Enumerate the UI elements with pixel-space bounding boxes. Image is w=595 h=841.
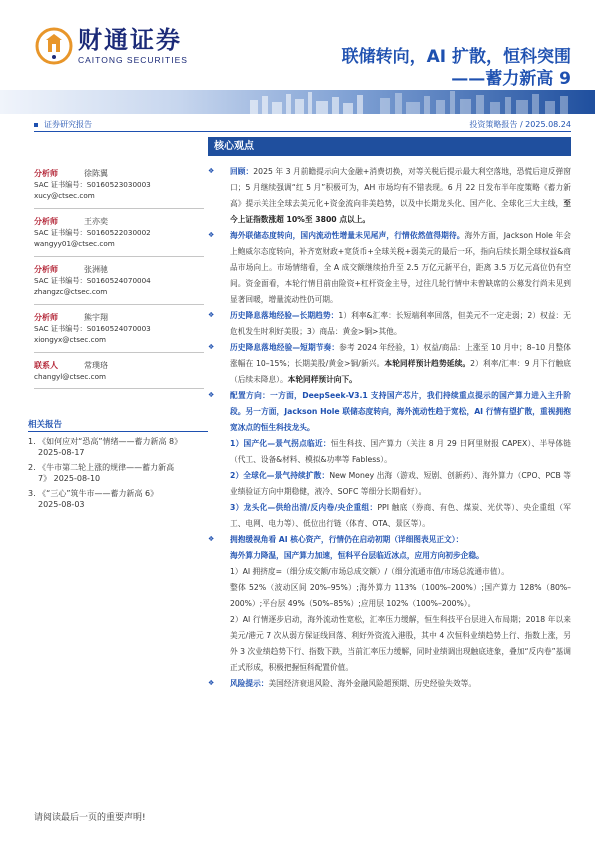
- allocation-leaders: 3）龙头化—供给出清/反内卷/央企重组：PPI 触底（券商、有色、煤炭、光伏等）、央企重组（军工、电网、电力等）、低位出行链（体育、OTA、景区等）。: [230, 503, 571, 528]
- paragraph-short-term: ❖ 历史降息落地经验—短期节奏：参考 2024 年经验，1）权益/商品：上涨至 10 月中；8–10 月整体涨幅在 10–15%；长期美股/黄金>铜/新兴。本轮同样预计趋势延续。2）利率/汇率：9 月下行触底（后续未降息）。本轮同样预计向下。: [208, 343, 571, 384]
- skyline-banner: [0, 90, 595, 114]
- diamond-bullet-icon: ❖: [208, 679, 215, 687]
- square-bullet-icon: [34, 123, 38, 127]
- caitong-logo-icon: [34, 26, 74, 66]
- contact-card: 联系人 常璞珞 changyl@ctsec.com: [34, 360, 204, 382]
- core-views-title: 核心观点: [208, 137, 571, 156]
- allocation-globalization: 2）全球化—景气持续扩散：New Money 出海（游戏、短剧、创新药）、海外算力（CPO、PCB 等业绩验证方向中期稳健，液冷、SOFC 等细分长期看好）。: [230, 471, 571, 496]
- analyst-card: 分析师 王亦奕 SAC 证书编号：S0160522030002 wangyy01@ctsec.com: [34, 216, 204, 249]
- ai-crowding-values: 整体 52%（波动区间 20%–95%）;海外算力 113%（100%–200%）;国产算力 128%（80%–200%）;平台层 49%（50%–85%）;应用层 102%（100%–200%）。: [230, 583, 571, 608]
- related-reports-title: 相关报告: [28, 420, 63, 430]
- contact-email[interactable]: changyl@ctsec.com: [34, 372, 106, 381]
- paragraph-risk: ❖ 风险提示：美国经济衰退风险、海外金融风险超预期、历史经验失效等。: [208, 679, 477, 688]
- diamond-bullet-icon: ❖: [208, 535, 215, 543]
- report-type: 证券研究报告: [34, 119, 92, 130]
- related-divider: [28, 431, 208, 432]
- analyst-email[interactable]: xucy@ctsec.com: [34, 191, 95, 200]
- diamond-bullet-icon: ❖: [208, 311, 215, 319]
- diamond-bullet-icon: ❖: [208, 231, 215, 239]
- analyst-email[interactable]: wangyy01@ctsec.com: [34, 239, 115, 248]
- disclaimer-footer: 请阅读最后一页的重要声明!: [34, 813, 146, 823]
- paragraph-review: ❖ 回顾：2025 年 3 月前瞻提示向大金融+消费切换，对等关税后提示最大利空落地，恐慌后迎反弹窗口；5 月继续强调“红 5 月”积极可为，AH 市场均有不错表现。6 月 22 日发布半年度策略《蓄力新高》提示关注全球去美元化+资金流向非美趋势，以及中长期龙头化、国产化、全球化三大主线，至今上证指数涨超 10%至 3800 点以上。: [208, 167, 571, 224]
- report-title: 联储转向，AI 扩散，恒科突围: [341, 47, 571, 67]
- paragraph-liquidity: ❖ 海外联储态度转向，国内流动性增量未见尾声，行情依然值得期待。海外方面，Jackson Hole 年会上鲍威尔态度转向，补齐宽财政+宽货币+全球关税+弱美元的最后一环，指向后续长期全球权益&商品市场向上。市场情绪看，全 A 成交额继续抬升至 2.5 万亿元新平台，距离 3.5 万亿元高位仍有空间。资金面看，本轮行情目前由险资+杠杆资金主导，过往几轮行情中未曾缺席的公募发行尚未见到显著回暖，增量流动性仍可期。: [208, 231, 571, 304]
- diamond-bullet-icon: ❖: [208, 391, 215, 399]
- diamond-bullet-icon: ❖: [208, 343, 215, 351]
- divider: [34, 256, 204, 257]
- paragraph-long-term: ❖ 历史降息落地经验—长期趋势：1）利率&汇率：长短端利率回落，但美元不一定走弱；2）权益：无危机发生时利好美股；3）商品：黄金>铜>其他。: [208, 311, 571, 336]
- divider: [34, 304, 204, 305]
- allocation-localization: 1）国产化—景气拐点临近：恒生科技、国产算力（关注 8 月 29 日阿里财报 CAPEX）、半导体链（代工、设备&材料、模拟&功率等 Fabless）。: [230, 439, 571, 464]
- diamond-bullet-icon: ❖: [208, 167, 215, 175]
- divider: [34, 388, 204, 389]
- divider: [34, 352, 204, 353]
- analyst-card: 分析师 张洲驰 SAC 证书编号：S0160524070004 zhangzc@ctsec.com: [34, 264, 204, 297]
- analyst-email[interactable]: xiongyx@ctsec.com: [34, 335, 106, 344]
- related-report-link[interactable]: 1. 《如何应对“恐高”情绪——蓄力新高 8》 2025-08-17: [28, 437, 183, 457]
- related-report-link[interactable]: 2. 《牛市第二轮上涨的规律——蓄力新高 7》 2025-08-10: [28, 463, 175, 483]
- analyst-email[interactable]: zhangzc@ctsec.com: [34, 287, 108, 296]
- report-subtitle: ——蓄力新高 9: [451, 69, 571, 89]
- paragraph-ai-core: ❖ 拥抱缓视角看 AI 核心资产，行情仍在启动初期（详细图表见正文）： 海外算力降温，国产算力加速，恒科平台层临近冰点，应用方向初步企稳。: [208, 535, 484, 560]
- related-report-link[interactable]: 3. 《“三心”筑牛市——蓄力新高 6》 2025-08-03: [28, 489, 159, 509]
- paragraph-allocation: ❖ 配置方向：一方面，DeepSeek-V3.1 支持国产芯片，我们持续重点提示的国产算力进入主升阶段。另一方面，Jackson Hole 联储态度转向，海外流动性趋于宽松，AI 行情有望扩散，重视拥抱宽冰点的恒生科技龙头。: [208, 391, 571, 432]
- ai-market-start: 2）AI 行情逐步启动，海外流动性宽松，汇率压力缓解，恒生科技平台层进入布局期；2018 年以来美元/港元 7 次从弱方保证线回落、利好外资流入港股，其中 4 次恒科业绩趋势上行、指数上涨，另外 3 次业绩趋势下行、指数下跌，当前汇率压力缓解，同时业绩调出现触底迹象，叠加“反内卷”基调正式形成，积极把握恒科配置价值。: [230, 615, 571, 672]
- ai-crowding-definition: 1）AI 拥挤度=（细分成交额/市场总成交额）/（细分流通市值/市场总流通市值）。: [230, 567, 509, 576]
- skyline-icon: [0, 90, 595, 114]
- analyst-card: 分析师 徐陈翼 SAC 证书编号：S0160523030003 xucy@ctsec.com: [34, 168, 204, 201]
- divider: [34, 208, 204, 209]
- header-divider: [34, 131, 571, 132]
- analyst-card: 分析师 熊宇翔 SAC 证书编号：S0160524070003 xiongyx@ctsec.com: [34, 312, 204, 345]
- logo-chinese: 财通证券: [78, 26, 182, 54]
- core-views-content: [208, 164, 571, 692]
- logo-english: CAITONG SECURITIES: [78, 55, 188, 65]
- company-logo: [34, 26, 188, 66]
- report-category-date: 投资策略报告 / 2025.08.24: [469, 120, 571, 129]
